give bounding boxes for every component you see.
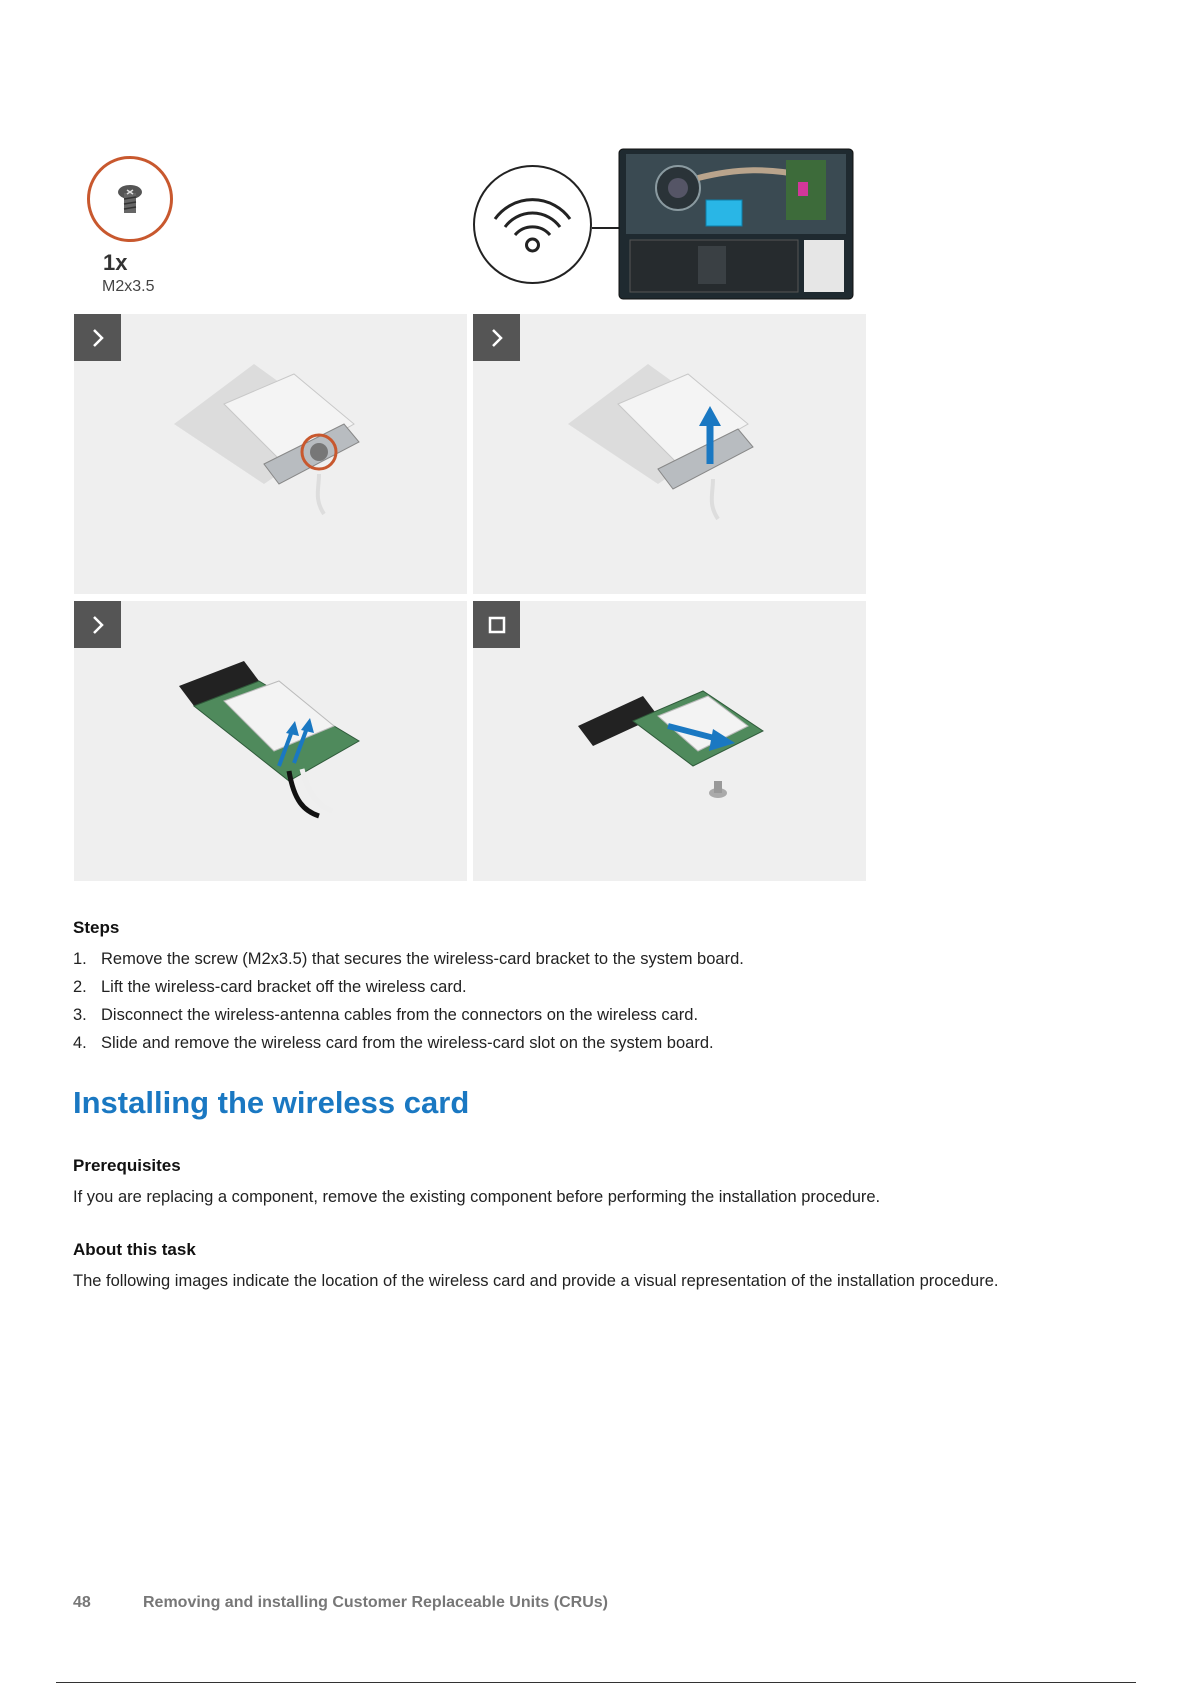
step-panel-3 <box>74 601 467 881</box>
footer-rule <box>56 1682 1136 1683</box>
screw-count: 1x <box>103 250 128 275</box>
prerequisites-heading: Prerequisites <box>73 1156 181 1175</box>
step-number: 2. <box>73 978 87 996</box>
step-number: 1. <box>73 950 87 968</box>
step-text: Slide and remove the wireless card from the wireless-card slot on the system board. <box>101 1034 714 1052</box>
laptop-bottom-view-image <box>618 148 854 300</box>
screw-callout <box>87 156 173 242</box>
lift-bracket-illustration <box>473 314 866 594</box>
step-item <box>73 1029 1073 1057</box>
chapter-title: Removing and installing Customer Replaceable Units (CRUs) <box>143 1594 608 1611</box>
step-item <box>73 1001 1073 1029</box>
screw-size: M2x3.5 <box>102 278 155 295</box>
screw-icon <box>90 159 170 239</box>
step-panel-4 <box>473 601 866 881</box>
step-panel-2 <box>473 314 866 594</box>
page-number: 48 <box>73 1594 91 1611</box>
step-text: Remove the screw (M2x3.5) that secures the wireless-card bracket to the system board. <box>101 950 744 968</box>
steps-list <box>73 945 1073 1057</box>
wifi-icon <box>475 167 590 282</box>
step-text: Lift the wireless-card bracket off the wireless card. <box>101 978 467 996</box>
step-item <box>73 945 1073 973</box>
steps-heading: Steps <box>73 918 120 937</box>
step-panel-1 <box>74 314 467 594</box>
disconnect-antenna-illustration <box>74 601 467 881</box>
wireless-card-callout <box>473 165 592 284</box>
step-number: 3. <box>73 1006 87 1024</box>
section-title: Installing the wireless card <box>73 1085 470 1120</box>
prerequisites-text: If you are replacing a component, remove the existing component before performing the installation procedure. <box>73 1188 881 1206</box>
about-task-text: The following images indicate the location of the wireless card and provide a visual representation of the installation procedure. <box>73 1272 999 1290</box>
remove-screw-illustration <box>74 314 467 594</box>
step-number: 4. <box>73 1034 87 1052</box>
step-item <box>73 973 1073 1001</box>
step-text: Disconnect the wireless-antenna cables from the connectors on the wireless card. <box>101 1006 699 1024</box>
about-task-heading: About this task <box>73 1240 196 1259</box>
slide-out-card-illustration <box>473 601 866 881</box>
